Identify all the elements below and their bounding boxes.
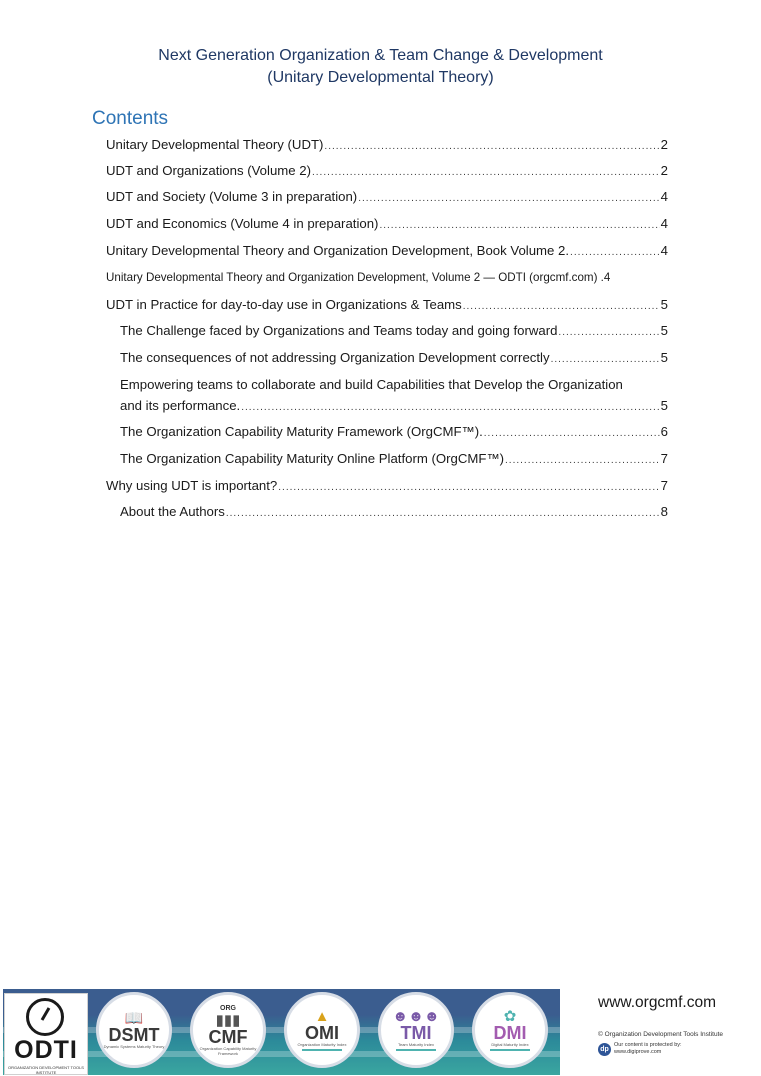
toc-entry-text: Empowering teams to collaborate and build Capabilities that Develop the Organization	[120, 377, 623, 392]
badge-tmi	[378, 992, 454, 1068]
document-title-line-1: Next Generation Organization & Team Change & Development	[158, 47, 603, 64]
toc-entry[interactable]	[106, 269, 668, 287]
toc-page-number: 4	[603, 271, 611, 284]
contents-heading: Contents	[92, 108, 169, 129]
toc-entry[interactable]	[106, 162, 668, 182]
toc-entry[interactable]	[106, 477, 668, 497]
badge-description: Dynamic Systems Maturity Theory	[103, 1044, 165, 1049]
toc-entry-text: Unitary Developmental Theory and Organization Development, Volume 2 — ODTI (orgcmf.com) .	[106, 271, 604, 284]
odti-logo-subtitle: ORGANIZATION DEVELOPMENT TOOLS INSTITUTE	[8, 1065, 84, 1075]
badge-orgcmf	[190, 992, 266, 1068]
protection-notice-line-2[interactable]: www.digiprove.com	[614, 1048, 662, 1055]
badge-description: Digital Maturity Index	[491, 1042, 529, 1047]
badge-name: CMF	[208, 1026, 248, 1047]
gauge-icon	[26, 998, 64, 1036]
toc-leader-dots	[463, 298, 660, 316]
toc-entry[interactable]	[120, 503, 668, 523]
badge-description: Team Maturity Index	[397, 1042, 434, 1047]
badge-rule	[396, 1049, 436, 1051]
toc-entry-text: UDT in Practice for day-to-day use in Organizations & Teams	[106, 297, 462, 312]
toc-entry-text: UDT and Society (Volume 3 in preparation)	[106, 189, 358, 204]
toc-leader-dots	[484, 425, 660, 443]
toc-leader-dots	[312, 164, 660, 182]
bar-chart-icon: ▮▮▮	[215, 1011, 241, 1029]
odti-logo	[4, 993, 88, 1075]
toc-entry-text: The Organization Capability Maturity Online Platform (OrgCMF™)	[120, 451, 505, 466]
odti-logo-word: ODTI	[14, 1036, 78, 1064]
toc-entry[interactable]	[106, 242, 668, 262]
toc-page-number: 5	[660, 297, 668, 312]
brain-icon: ✿	[503, 1008, 517, 1025]
protection-notice	[614, 1042, 682, 1055]
toc-entry[interactable]	[106, 188, 668, 208]
toc-entry[interactable]	[106, 136, 668, 156]
badge-omi	[284, 992, 360, 1068]
badge-prefix: ORG	[220, 1004, 236, 1012]
badge-dmi	[472, 992, 548, 1068]
badge-rule	[490, 1049, 530, 1051]
pyramid-icon: ▲	[314, 1008, 330, 1025]
copyright-text: © Organization Development Tools Institute	[598, 1031, 723, 1038]
badge-dsmt	[96, 992, 172, 1068]
toc-entry[interactable]	[106, 215, 668, 235]
toc-entry-text: The Challenge faced by Organizations and Teams today and going forward	[120, 323, 558, 338]
toc-leader-dots	[358, 190, 659, 208]
toc-entry[interactable]	[120, 376, 668, 417]
toc-entry-text: The consequences of not addressing Organization Development correctly	[120, 350, 550, 365]
toc-leader-dots	[226, 505, 660, 523]
toc-entry-text: Unitary Developmental Theory (UDT)	[106, 137, 324, 152]
toc-leader-dots	[324, 138, 659, 156]
badge-description: Organization Maturity Index	[297, 1042, 347, 1047]
toc-leader-dots	[241, 399, 659, 417]
toc-entry[interactable]	[120, 450, 668, 470]
toc-page-number: 4	[660, 189, 668, 204]
toc-page-number: 5	[660, 323, 668, 338]
people-icon: ☻☻☻	[392, 1008, 440, 1025]
toc-entry-text: Why using UDT is important?	[106, 478, 278, 493]
book-icon: 📖	[124, 1010, 144, 1027]
toc-entry-text: UDT and Economics (Volume 4 in preparation)	[106, 216, 379, 231]
badge-name: TMI	[400, 1023, 432, 1043]
toc-entry-text: Unitary Developmental Theory and Organization Development, Book Volume 2.	[106, 243, 570, 258]
toc-page-number: 4	[660, 216, 668, 231]
toc-leader-dots	[558, 324, 659, 342]
toc-entry-text: The Organization Capability Maturity Framework (OrgCMF™).	[120, 424, 483, 439]
toc-page-number: 7	[660, 451, 668, 466]
toc-leader-dots	[379, 217, 659, 235]
toc-leader-dots	[278, 479, 659, 497]
toc-entry[interactable]	[120, 423, 668, 443]
toc-page-number: 6	[660, 424, 668, 439]
toc-page-number: 2	[660, 137, 668, 152]
toc-entry[interactable]	[120, 322, 668, 342]
badge-name: DMI	[493, 1023, 527, 1043]
toc-page-number: 2	[660, 163, 668, 178]
toc-page-number: 8	[660, 504, 668, 519]
toc-entry-text: UDT and Organizations (Volume 2)	[106, 163, 311, 178]
toc-leader-dots	[505, 452, 660, 470]
badge-name: DSMT	[108, 1025, 160, 1045]
toc-page-number: 5	[660, 350, 668, 365]
badge-name: OMI	[305, 1023, 339, 1043]
document-title-line-2: (Unitary Developmental Theory)	[267, 69, 494, 86]
protection-notice-line-1: Our content is protected by:	[614, 1042, 682, 1048]
toc-entry[interactable]	[106, 296, 668, 316]
toc-page-number: 7	[660, 478, 668, 493]
toc-entry-text-continued: and its performance.	[120, 398, 241, 413]
toc-page-number: 4	[660, 243, 668, 258]
toc-entry-text: About the Authors	[120, 504, 225, 519]
toc-leader-dots	[570, 244, 660, 262]
website-link[interactable]: www.orgcmf.com	[598, 994, 716, 1011]
badge-description: Organization Capability Maturity Framework	[199, 1045, 257, 1056]
toc-entry[interactable]	[120, 349, 668, 369]
toc-page-number: 5	[660, 398, 668, 413]
badge-rule	[302, 1049, 342, 1051]
toc-leader-dots	[551, 351, 660, 369]
digiprove-icon: dp	[598, 1043, 611, 1056]
